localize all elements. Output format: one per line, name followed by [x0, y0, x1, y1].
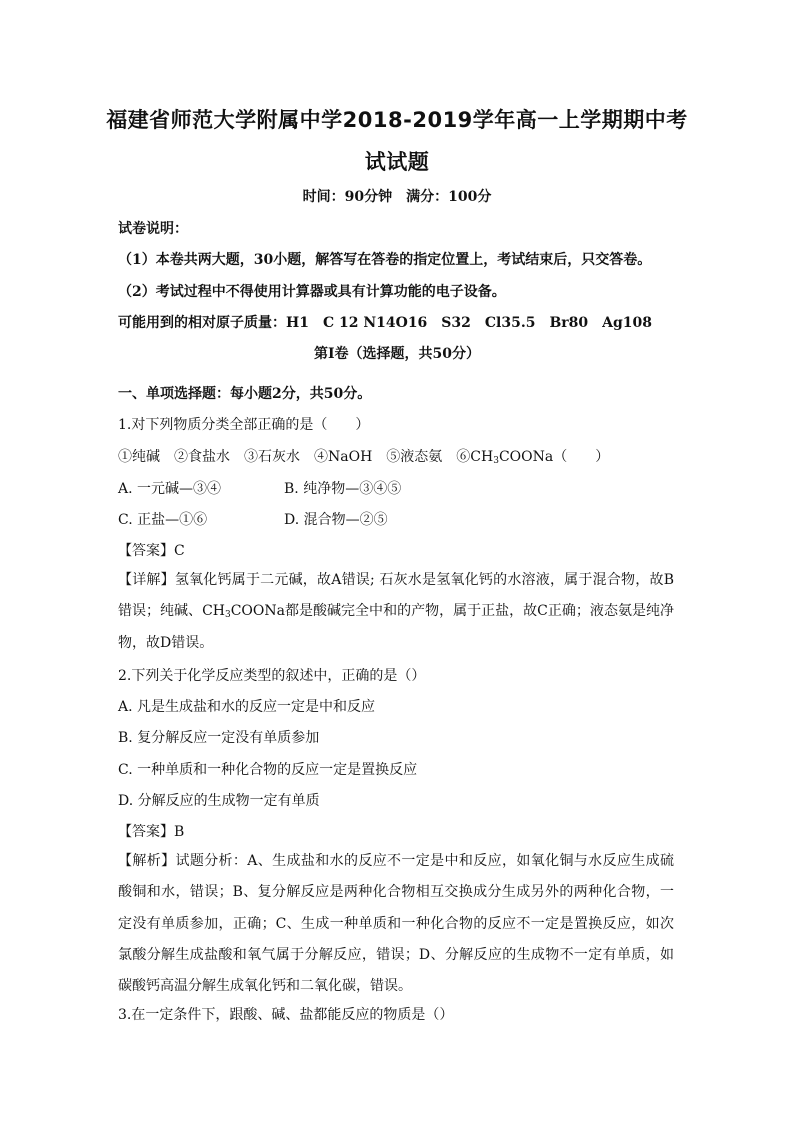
q1-items — [118, 446, 609, 466]
q1-option-a: A. 一元碱—③④ — [118, 481, 222, 497]
q1-exp-1: 【详解】氢氧化钙属于二元碱，故A错误; 石灰水是氢氧化钙的水溶液，属于混合物，故B错误；纯碱、CH — [118, 572, 674, 620]
section1-heading: 一、单项选择题：每小题2分，共50分。 — [118, 386, 372, 402]
instruction-2: （2）考试过程中不得使用计算器或具有计算功能的电子设备。 — [118, 284, 506, 300]
time-score: 时间：90分钟 满分：100分 — [302, 189, 492, 205]
q1-stem: 1.对下列物质分类全部正确的是（ ） — [118, 417, 370, 433]
q2-option-c: C. 一种单质和一种化合物的反应一定是置换反应 — [118, 762, 418, 778]
q1-exp-sub: 3 — [224, 610, 231, 621]
q1-explanation — [118, 565, 674, 659]
q1-option-b: B. 纯净物—③④⑤ — [284, 481, 402, 497]
q2-answer: 【答案】B — [118, 824, 185, 840]
q1-exp-2: COONa都是酸碱完全中和的产物，属于正盐，故C正确；液态氨是纯净物，故D错误。 — [118, 603, 674, 651]
q1-items-b: COONa（ ） — [498, 449, 610, 465]
part1-heading: 第Ⅰ卷（选择题，共50分） — [313, 346, 481, 362]
q1-items-a: ①纯碱 ②食盐水 ③石灰水 ④NaOH ⑤液态氨 ⑥CH — [118, 449, 494, 465]
q1-answer: 【答案】C — [118, 543, 185, 559]
q2-stem: 2.下列关于化学反应类型的叙述中，正确的是（） — [118, 668, 426, 684]
instruction-1: （1）本卷共两大题，30小题，解答写在答卷的指定位置上，考试结束后，只交答卷。 — [118, 252, 652, 268]
instructions-heading: 试卷说明： — [118, 221, 188, 237]
q3-stem: 3.在一定条件下，跟酸、碱、盐都能反应的物质是（） — [118, 1007, 454, 1023]
doc-title-line1: 福建省师范大学附属中学2018-2019学年高一上学期期中考 — [106, 108, 688, 132]
atomic-masses: 可能用到的相对原子质量：H1 C 12 N14O16 S32 Cl35.5 Br80 Ag108 — [118, 315, 653, 331]
q2-explanation: 【解析】试题分析：A、生成盐和水的反应不一定是中和反应，如氧化铜与水反应生成硫酸铜和水，错误；B、复分解反应是两种化合物相互交换成分生成另外的两种化合物，一定没有单质参加，正确；C、生成一种单质和一种化合物的反应不一定是置换反应，如次氯酸分解生成盐酸和氧气属于分解反应，错误；D、分解反应的生成物不一定有单质，如碳酸钙高温分解生成氧化钙和二氧化碳，错误。 — [118, 853, 674, 995]
doc-title-line2: 试试题 — [364, 150, 430, 174]
q2-option-a: A. 凡是生成盐和水的反应一定是中和反应 — [118, 699, 376, 715]
q2-option-b: B. 复分解反应一定没有单质参加 — [118, 730, 320, 746]
q1-items-sub: 3 — [493, 456, 499, 466]
q1-option-c: C. 正盐—①⑥ — [118, 512, 208, 528]
q2-option-d: D. 分解反应的生成物一定有单质 — [118, 793, 320, 809]
q1-option-d: D. 混合物—②⑤ — [284, 512, 388, 528]
